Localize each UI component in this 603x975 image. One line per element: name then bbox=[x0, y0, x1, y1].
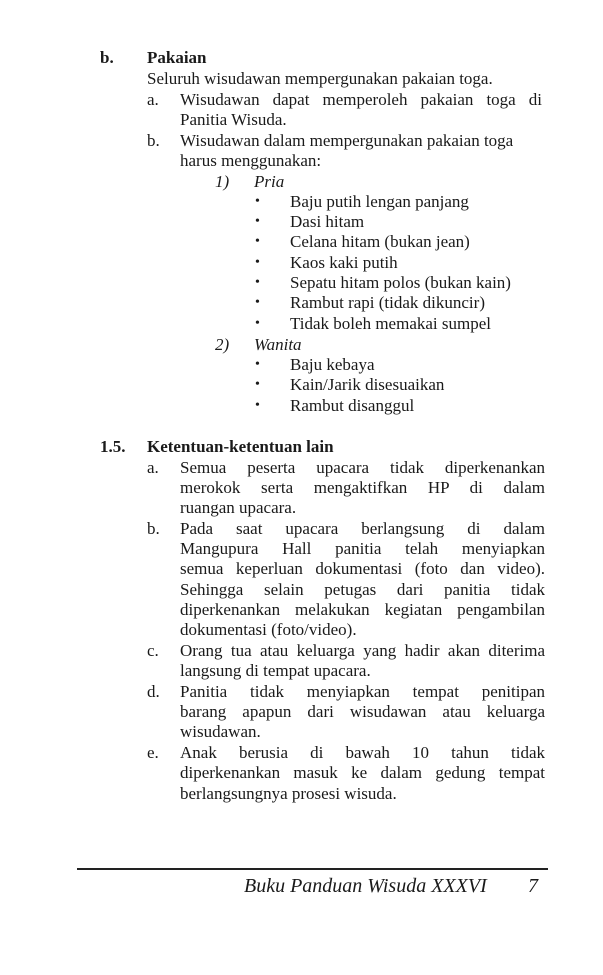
item-marker: b. bbox=[147, 131, 160, 150]
group-label: Wanita bbox=[254, 335, 302, 354]
item-marker: c. bbox=[147, 641, 159, 660]
item-marker: a. bbox=[147, 90, 159, 109]
item-line: Sehingga selain petugas dari panitia tidak bbox=[180, 580, 545, 599]
item-line: diperkenankan melakukan kegiatan pengambilan bbox=[180, 600, 545, 619]
item-line: Panitia Wisuda. bbox=[180, 110, 287, 129]
item-line: Pada saat upacara berlangsung di dalam bbox=[180, 519, 545, 538]
section-title: Pakaian bbox=[147, 48, 207, 67]
group-marker: 2) bbox=[215, 335, 230, 354]
bullet-icon: • bbox=[255, 214, 260, 229]
bullet-icon: • bbox=[255, 295, 260, 310]
bullet-text: Kain/Jarik disesuaikan bbox=[290, 375, 445, 394]
item-line: Semua peserta upacara tidak diperkenankan bbox=[180, 458, 545, 477]
bullet-icon: • bbox=[255, 194, 260, 209]
bullet-text: Rambut rapi (tidak dikuncir) bbox=[290, 293, 485, 312]
bullet-text: Baju kebaya bbox=[290, 355, 375, 374]
bullet-text: Dasi hitam bbox=[290, 212, 365, 231]
bullet-icon: • bbox=[255, 398, 260, 413]
bullet-text: Rambut disanggul bbox=[290, 396, 415, 415]
section-marker: 1.5. bbox=[100, 437, 126, 456]
group-label: Pria bbox=[254, 172, 285, 191]
bullet-icon: • bbox=[255, 316, 260, 331]
item-line: barang apapun dari wisudawan atau keluarga bbox=[180, 702, 545, 721]
bullet-text: Baju putih lengan panjang bbox=[290, 192, 469, 211]
item-line: Mangupura Hall panitia telah menyiapkan bbox=[180, 539, 545, 558]
bullet-text: Kaos kaki putih bbox=[290, 253, 398, 272]
item-marker: e. bbox=[147, 743, 159, 762]
bullet-icon: • bbox=[255, 275, 260, 290]
item-line: semua keperluan dokumentasi (foto dan video). bbox=[180, 559, 545, 578]
page-number: 7 bbox=[528, 875, 538, 897]
item-marker: d. bbox=[147, 682, 160, 701]
section-title: Ketentuan-ketentuan lain bbox=[147, 437, 334, 456]
item-line: diperkenankan masuk ke dalam gedung tempat bbox=[180, 763, 545, 782]
bullet-icon: • bbox=[255, 377, 260, 392]
item-marker: a. bbox=[147, 458, 159, 477]
bullet-text: Sepatu hitam polos (bukan kain) bbox=[290, 273, 511, 292]
item-line: Wisudawan dalam mempergunakan pakaian toga bbox=[180, 131, 514, 150]
item-line: wisudawan. bbox=[180, 722, 261, 741]
item-line: Anak berusia di bawah 10 tahun tidak bbox=[180, 743, 545, 762]
item-line: berlangsungnya prosesi wisuda. bbox=[180, 784, 397, 803]
group-marker: 1) bbox=[215, 172, 230, 191]
bullet-icon: • bbox=[255, 357, 260, 372]
item-line: Panitia tidak menyiapkan tempat penitipan bbox=[180, 682, 545, 701]
item-line: dokumentasi (foto/video). bbox=[180, 620, 357, 639]
footer-rule bbox=[77, 868, 548, 870]
section-marker: b. bbox=[100, 48, 114, 67]
item-line: Wisudawan dapat memperoleh pakaian toga di bbox=[180, 90, 542, 109]
bullet-text: Tidak boleh memakai sumpel bbox=[290, 314, 491, 333]
item-line: ruangan upacara. bbox=[180, 498, 297, 517]
bullet-icon: • bbox=[255, 255, 260, 270]
item-line: harus menggunakan: bbox=[180, 151, 322, 170]
bullet-icon: • bbox=[255, 234, 260, 249]
footer-book-title: Buku Panduan Wisuda XXXVI bbox=[244, 875, 487, 897]
item-line: Orang tua atau keluarga yang hadir akan diterima bbox=[180, 641, 545, 660]
section-intro: Seluruh wisudawan mempergunakan pakaian toga. bbox=[147, 69, 493, 88]
item-line: merokok serta mengaktifkan HP di dalam bbox=[180, 478, 545, 497]
bullet-text: Celana hitam (bukan jean) bbox=[290, 232, 470, 251]
item-line: langsung di tempat upacara. bbox=[180, 661, 371, 680]
item-marker: b. bbox=[147, 519, 160, 538]
